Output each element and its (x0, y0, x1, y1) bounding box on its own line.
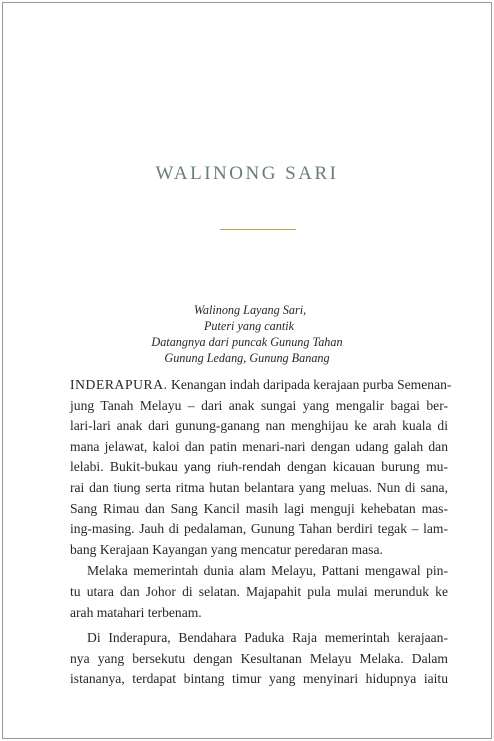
text-fragment: lelabi. Bukit-bukau (70, 459, 178, 475)
text-line (70, 457, 448, 478)
text-line: jung Tanah Melayu – dari anak sungai yang mengalir bagai ber- (70, 397, 448, 413)
epigraph-line: Gunung Ledang, Gunung Banang (164, 351, 330, 365)
title-divider (220, 229, 296, 230)
text-line: tu utara dan Johor di selatan. Majapahit pula mulai merunduk ke (70, 583, 448, 599)
epigraph-line: Datangnya dari puncak Gunung Tahan (151, 335, 343, 349)
epigraph (0, 302, 494, 366)
paragraph-3 (70, 628, 448, 690)
glossary-term: yang riuh-rendah (184, 460, 281, 475)
text-line: arah matahari terbenam. (70, 604, 202, 620)
text-line: Melaka memerintah dunia alam Melayu, Pattani mengawal pin- (87, 563, 448, 579)
text-line: lari-lari anak dari gunung-ganang nan menghijau ke arah kuala di (70, 418, 448, 434)
text-line: bang Kerajaan Kayangan yang mencatur peredaran masa. (70, 541, 383, 557)
text-fragment: dengan kicauan burung mu- (287, 459, 448, 475)
text-fragment: Kenangan indah daripada kerajaan purba Semenan- (171, 377, 452, 392)
text-line: Di Inderapura, Bendahara Paduka Raja memerintah kerajaan- (87, 630, 448, 646)
text-fragment: rai dan (70, 479, 109, 495)
body-text (70, 375, 452, 690)
text-line: ing-masing. Jauh di pedalaman, Gunung Tahan berdiri tegak – lam- (70, 521, 448, 537)
text-line: mana jelawat, kaloi dan patin menari-nari dengan udang galah dan (70, 438, 448, 454)
epigraph-line: Puteri yang cantik (203, 319, 295, 333)
text-line: nya yang bersekutu dengan Kesultanan Melayu Melaka. Dalam (70, 650, 448, 666)
paragraph-2 (70, 561, 448, 623)
chapter-title: WALINONG SARI (155, 162, 339, 184)
opening-word: INDERAPURA. (70, 377, 168, 392)
glossary-term: tiung (113, 480, 141, 495)
text-line (70, 375, 452, 396)
text-line: Sang Rimau dan Sang Kancil masih lagi menguji kehebatan mas- (70, 500, 448, 516)
text-line: istananya, terdapat bintang timur yang menyinari hidupnya iaitu (70, 671, 448, 687)
epigraph-line: Walinong Layang Sari, (193, 303, 307, 317)
text-line (70, 478, 448, 499)
paragraph-1 (70, 375, 452, 560)
text-fragment: serta ritma hutan belantara yang meluas. Nun di sana, (145, 479, 448, 495)
